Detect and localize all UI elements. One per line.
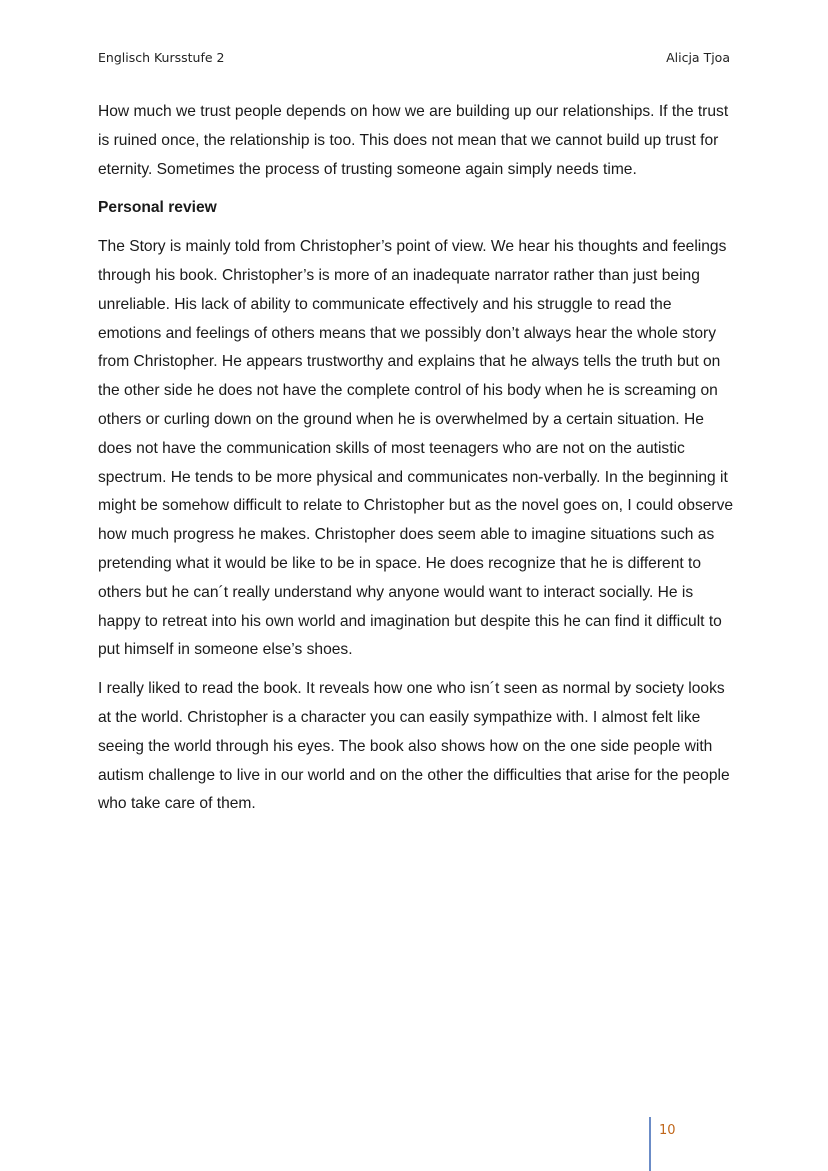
page-header (98, 50, 730, 68)
author-name: Alicja Tjoa (666, 50, 730, 65)
course-title: Englisch Kursstufe 2 (98, 50, 225, 65)
page-number: 10 (659, 1123, 676, 1138)
paragraph-review: The Story is mainly told from Christopher’s point of view. We hear his thoughts and feelings through his book. Christopher’s is more of an inadequate narrator rather than just being unreliable. His lack of ability to communicate effectively and his struggle to read the emotions and feelings of others means that we possibly don’t always hear the whole story from Christopher. He appears trustworthy and explains that he always tells the truth but on the other side he does not have the complete control of his body when he is screaming on others or curling down on the ground when he is overwhelmed by a certain situation. He does not have the communication skills of most teenagers who are not on the autistic spectrum. He tends to be more physical and communicates non-verbally. In the beginning it might be somehow difficult to relate to Christopher but as the novel goes on, I could observe how much progress he makes. Christopher does seem able to imagine situations such as pretending what it would be like to be in space. He does recognize that he is different to others but he can´t really understand why anyone would want to interact socially. He is happy to retreat into his own world and imagination but despite this he can find it difficult to put himself in someone else’s shoes. (98, 238, 734, 659)
document-body (98, 98, 738, 819)
page-number-rule (649, 1117, 651, 1171)
paragraph-trust: How much we trust people depends on how we are building up our relationships. If the trust is ruined once, the relationship is too. This does not mean that we cannot build up trust for eternity. Sometimes the process of trusting someone again simply needs time. (98, 103, 729, 178)
section-heading: Personal review (98, 199, 217, 217)
paragraph-opinion: I really liked to read the book. It reveals how one who isn´t seen as normal by society looks at the world. Christopher is a character you can easily sympathize with. I almost felt like seeing the world through his eyes. The book also shows how on the one side people with autism challenge to live in our world and on the other the difficulties that arise for the people who take care of them. (98, 680, 730, 813)
